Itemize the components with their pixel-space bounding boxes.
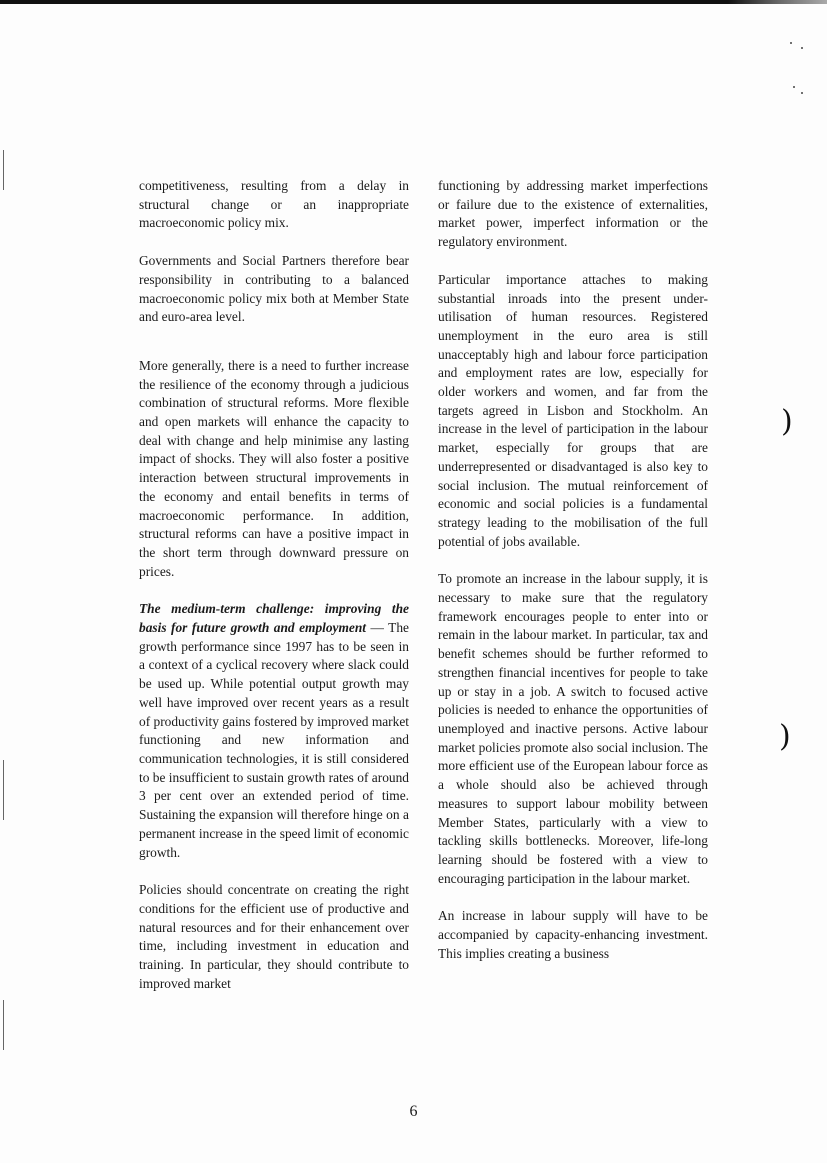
paragraph: Policies should concentrate on creating the right conditions for the efficient use of productive and natural resources and for their enhancement over time, including investment in education and training. In particular, they should contribute to improved market [139,882,409,991]
paragraph-body: The growth performance since 1997 has to be seen in a context of a cyclical recovery where slack could be used up. While potential output growth may well have improved over recent years as a result of productivity gains fostered by improved market functioning and new information and communication technologies, it is still considered to be insufficient to sustain growth rates of around 3 per cent over an extended period of time. Sustaining the expansion will therefore hinge on a permanent increase in the speed limit of economic growth. [139,620,409,860]
paragraph: Governments and Social Partners therefore bear responsibility in contributing to a balanced macroeconomic policy mix both at Member State and euro-area level. [139,253,409,325]
scan-speck [793,86,795,88]
punch-hole-mark: ) [781,404,793,439]
left-column [139,177,409,1012]
scan-left-edge-mark [3,1000,4,1050]
right-column [438,177,708,982]
paragraph: competitiveness, resulting from a delay in structural change or an inappropriate macroeconomic policy mix. [139,178,409,231]
scan-left-edge-mark [3,150,4,190]
punch-hole-mark: ) [779,719,791,754]
paragraph: More generally, there is a need to further increase the resilience of the economy through a judicious combination of structural reforms. More flexible and open markets will enhance the capacity to deal with change and help minimise any lasting impact of shocks. They will also foster a positive interaction between structural improvements in the economy and entail benefits in terms of macroeconomic performance. In addition, structural reforms can have a positive impact in the short term through downward pressure on prices. [139,357,409,579]
page-number: 6 [409,1103,418,1120]
section-heading: The medium-term challenge: improving the basis for future growth and employment [139,601,409,636]
scan-top-border [0,0,827,4]
scan-speck [790,42,792,44]
scan-left-edge-mark [3,760,4,820]
em-dash: — [366,620,389,636]
paragraph: Particular importance attaches to making substantial inroads into the present under-utilisation of human resources. Registered unemployment in the euro area is still unacceptably high and labour force participation and employment rates are low, especially for older workers and women, and far from the targets agreed in Lisbon and Stockholm. An increase in the level of participation in the labour market, especially for groups that are underrepresented or disadvantaged is also key to social inclusion. The mutual reinforcement of economic and social policies is a fundamental strategy leading to the mobilisation of the full potential of jobs available. [438,271,708,549]
scan-speck [801,47,803,49]
paragraph [139,600,409,862]
scan-speck [801,92,803,94]
paragraph: functioning by addressing market imperfections or failure due to the existence of externalities, market power, imperfect information or the regulatory environment. [438,178,708,250]
paragraph: An increase in labour supply will have to be accompanied by capacity-enhancing investment. This implies creating a business [438,908,708,961]
paragraph: To promote an increase in the labour supply, it is necessary to make sure that the regulatory framework encourages people to enter into or remain in the labour market. In particular, tax and benefit schemes should be further reformed to strengthen financial incentives for people to take up or stay in a job. A switch to focused active policies is needed to enhance the opportunities of unemployed and inactive persons. Active labour market policies promote also social inclusion. The more efficient use of the European labour force as a whole should also be achieved through measures to support labour mobility between Member States, particularly with a view to tackling skills bottlenecks. Moreover, life-long learning should be fostered with a view to encouraging participation in the labour market. [438,571,708,886]
